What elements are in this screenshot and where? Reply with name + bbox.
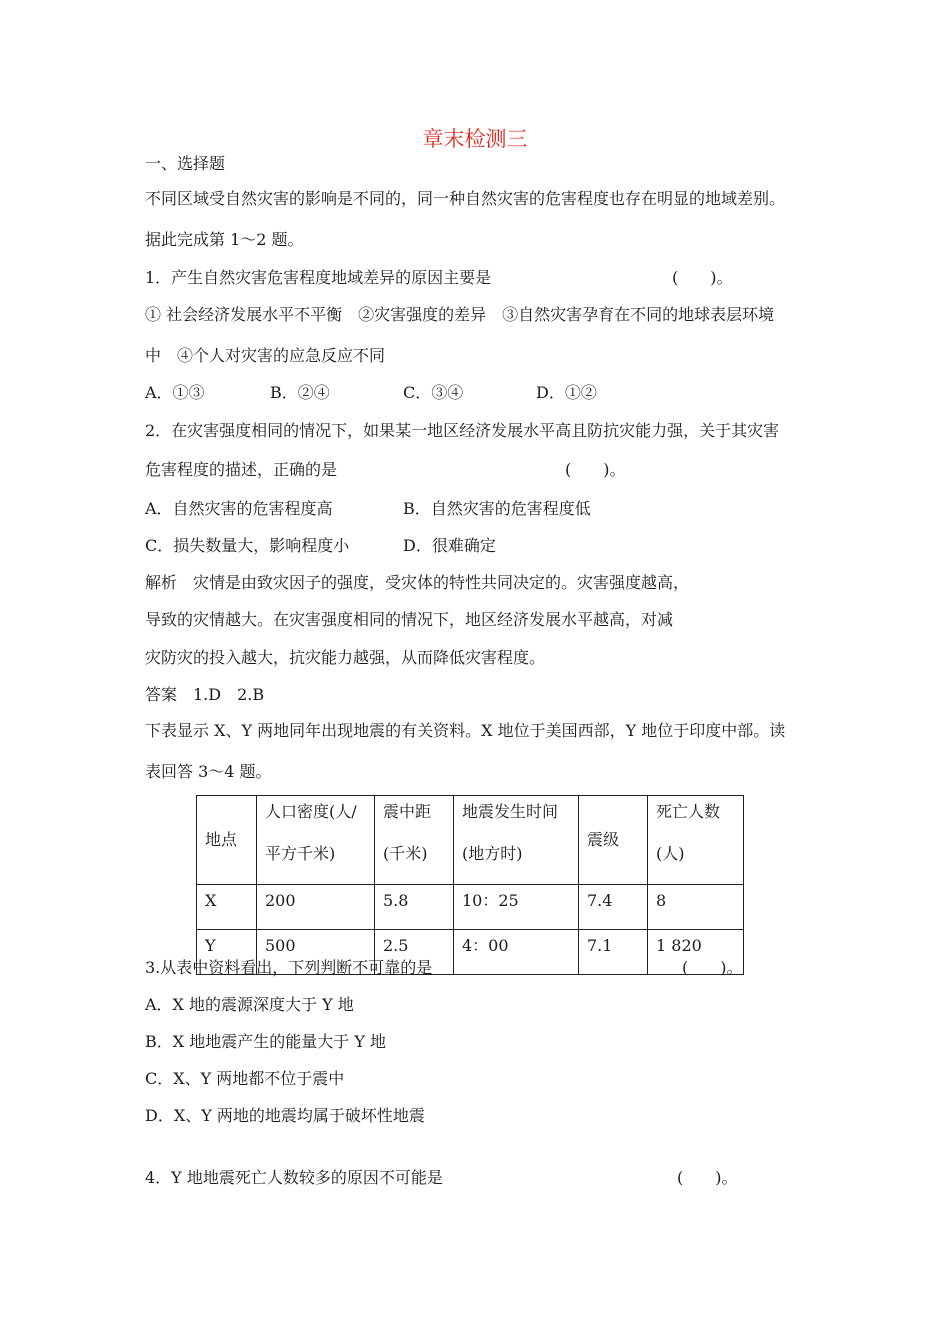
q1-answer-paren: ( )。 — [672, 268, 733, 287]
q4-answer-paren: ( )。 — [677, 1168, 738, 1187]
intro1-line1: 不同区域受自然灾害的影响是不同的，同一种自然灾害的危害程度也存在明显的地域差别。 — [145, 189, 786, 208]
header-cell-location: 地点 — [197, 796, 257, 885]
table-cell: 2.5 — [375, 930, 454, 975]
doc-title: 章末检测三 — [422, 127, 528, 151]
q2-stem-line1: 2．在灾害强度相同的情况下，如果某一地区经济发展水平高且防抗灾能力强，关于其灾害 — [145, 421, 780, 440]
analysis-line1: 解析 灾情是由致灾因子的强度，受灾体的特性共同决定的。灾害强度越高， — [145, 573, 690, 592]
table-cell: 4：00 — [454, 930, 579, 975]
q1-items-line1: ① 社会经济发展水平不平衡 ②灾害强度的差异 ③自然灾害孕育在不同的地球表层环境 — [145, 305, 775, 324]
intro1-line2: 据此完成第 1～2 题。 — [145, 230, 304, 249]
table-cell: 7.1 — [579, 930, 648, 975]
table-cell: 1 820 — [648, 930, 744, 975]
q4-stem: 4．Y 地地震死亡人数较多的原因不可能是 — [145, 1168, 443, 1187]
table-cell: 10：25 — [454, 885, 579, 930]
table-cell: 7.4 — [579, 885, 648, 930]
q2-option-a: A．自然灾害的危害程度高 — [145, 499, 333, 518]
section-heading: 一、选择题 — [145, 154, 226, 173]
answer-line: 答案 1.D 2.B — [145, 685, 265, 704]
header-cell-deaths: 死亡人数 (人) — [648, 796, 744, 885]
intro2-line1: 下表显示 X、Y 两地同年出现地震的有关资料。X 地位于美国西部，Y 地位于印度中部。读 — [145, 721, 786, 740]
table-header-row — [197, 796, 744, 885]
header-cell-density: 人口密度(人/ 平方千米) — [257, 796, 375, 885]
table-cell: X — [197, 885, 257, 930]
table-cell: 200 — [257, 885, 375, 930]
q1-option-b: B．②④ — [270, 383, 330, 402]
q3-option-c: C．X、Y 两地都不位于震中 — [145, 1069, 345, 1088]
q1-stem: 1．产生自然灾害危害程度地域差异的原因主要是 — [145, 268, 492, 287]
q2-option-d: D．很难确定 — [403, 536, 496, 555]
q2-option-b: B．自然灾害的危害程度低 — [403, 499, 591, 518]
q1-items-line2: 中 ④个人对灾害的应急反应不同 — [145, 346, 386, 365]
q2-option-c: C．损失数量大，影响程度小 — [145, 536, 350, 555]
q2-answer-paren: ( )。 — [565, 460, 626, 479]
q3-stem: 3.从表中资料看出，下列判断不可靠的是 — [145, 958, 433, 977]
table-row — [197, 885, 744, 930]
header-cell-magnitude: 震级 — [579, 796, 648, 885]
q3-answer-paren: ( )。 — [682, 958, 743, 977]
table-cell: 500 — [257, 930, 375, 975]
q1-option-a: A．①③ — [145, 383, 205, 402]
table-cell: Y — [197, 930, 257, 975]
table-cell: 5.8 — [375, 885, 454, 930]
q1-option-c: C．③④ — [403, 383, 464, 402]
intro2-line2: 表回答 3～4 题。 — [145, 762, 272, 781]
analysis-line2: 导致的灾情越大。在灾害强度相同的情况下，地区经济发展水平越高，对减 — [145, 610, 674, 629]
earthquake-data-table — [196, 795, 744, 975]
q2-stem-line2: 危害程度的描述，正确的是 — [145, 460, 338, 479]
q3-option-d: D．X、Y 两地的地震均属于破坏性地震 — [145, 1106, 425, 1125]
table-cell: 8 — [648, 885, 744, 930]
q1-option-d: D．①② — [536, 383, 597, 402]
header-cell-time: 地震发生时间 (地方时) — [454, 796, 579, 885]
q3-option-b: B．X 地地震产生的能量大于 Y 地 — [145, 1032, 386, 1051]
header-cell-distance: 震中距 (千米) — [375, 796, 454, 885]
q3-option-a: A．X 地的震源深度大于 Y 地 — [145, 995, 354, 1014]
analysis-line3: 灾防灾的投入越大，抗灾能力越强，从而降低灾害程度。 — [145, 648, 546, 667]
